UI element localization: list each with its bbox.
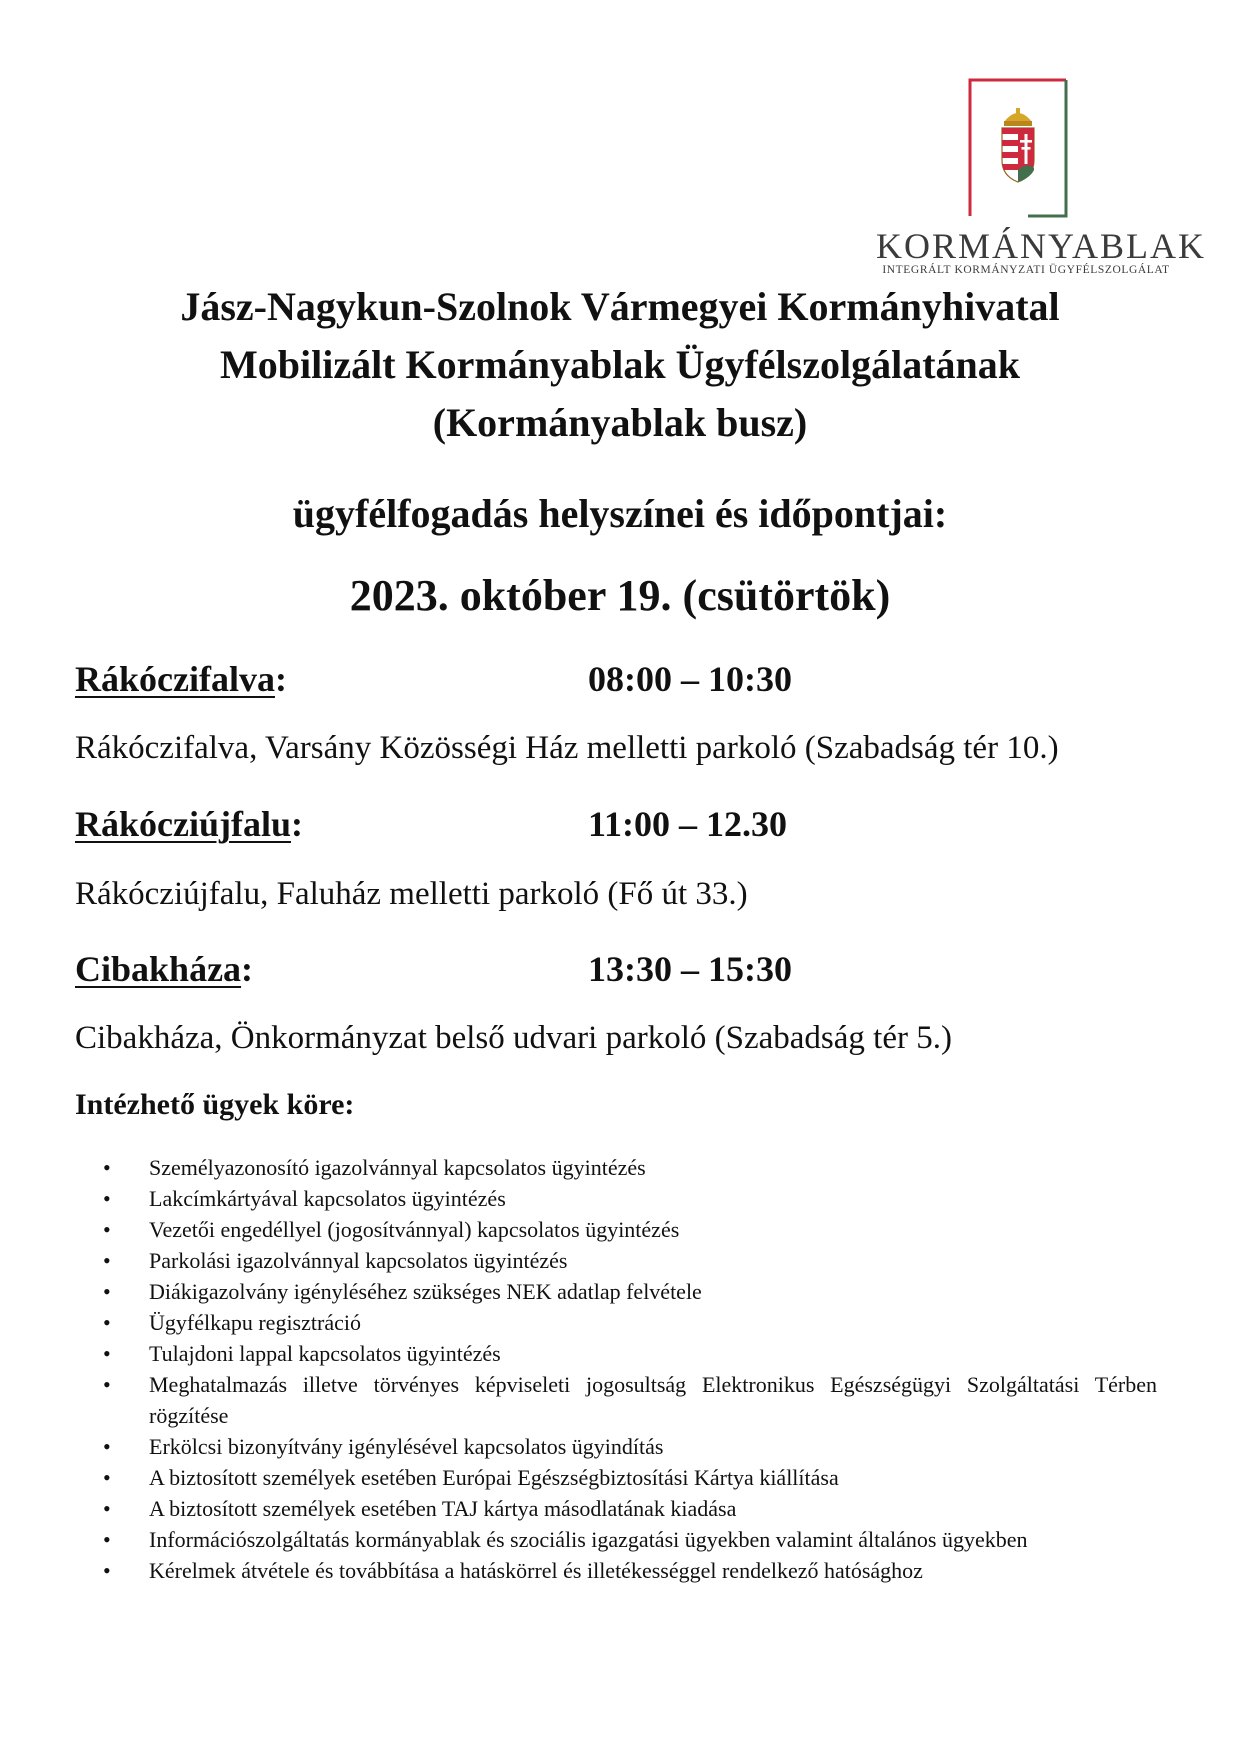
list-item: • Erkölcsi bizonyítvány igénylésével kapcsolatos ügyindítás xyxy=(149,1431,1157,1462)
bullet-icon: • xyxy=(103,1372,111,1397)
event-date: 2023. október 19. (csütörtök) xyxy=(349,571,891,620)
stop-2-time: 11:00 – 12.30 xyxy=(588,804,788,844)
coat-of-arms-icon xyxy=(968,78,1068,218)
list-item: • Kérelmek átvétele és továbbítása a hatáskörrel és illetékességgel rendelkező hatósághoz xyxy=(149,1555,1157,1586)
title-line-1: Jász-Nagykun-Szolnok Vármegyei Kormányhivatal xyxy=(180,284,1060,329)
stop-2-place: Rákócziújfalu: xyxy=(75,804,303,844)
bullet-icon: • xyxy=(103,1186,111,1211)
kormanyablak-logo xyxy=(876,78,1207,278)
stop-2-address: Rákócziújfalu, Faluház melletti parkoló (Fő út 33.) xyxy=(75,876,748,912)
list-item: • Lakcímkártyával kapcsolatos ügyintézés xyxy=(149,1183,1157,1214)
bullet-icon: • xyxy=(103,1341,111,1366)
bullet-icon: • xyxy=(103,1465,111,1490)
bullet-icon: • xyxy=(103,1496,111,1521)
stop-1-place: Rákóczifalva: xyxy=(75,659,287,699)
stop-3-address: Cibakháza, Önkormányzat belső udvari parkoló (Szabadság tér 5.) xyxy=(75,1020,952,1056)
list-item: • Ügyfélkapu regisztráció xyxy=(149,1307,1157,1338)
stop-3-place-name: Cibakháza xyxy=(75,949,242,989)
list-item: • Parkolási igazolvánnyal kapcsolatos ügyintézés xyxy=(149,1245,1157,1276)
document-subtitle: ügyfélfogadás helyszínei és időpontjai: xyxy=(292,491,948,536)
bullet-icon: • xyxy=(103,1248,111,1273)
bullet-icon: • xyxy=(103,1527,111,1552)
stop-3-place: Cibakháza: xyxy=(75,949,254,989)
stop-1-place-name: Rákóczifalva xyxy=(75,659,275,699)
stop-2-place-name: Rákócziújfalu xyxy=(75,804,291,844)
services-list xyxy=(75,1152,1157,1586)
list-item: • Diákigazolvány igényléséhez szükséges NEK adatlap felvétele xyxy=(149,1276,1157,1307)
title-line-3: (Kormányablak busz) xyxy=(432,400,808,445)
list-item: • A biztosított személyek esetében Európai Egészségbiztosítási Kártya kiállítása xyxy=(149,1462,1157,1493)
list-item: • Vezetői engedéllyel (jogosítvánnyal) kapcsolatos ügyintézés xyxy=(149,1214,1157,1245)
stop-3-time: 13:30 – 15:30 xyxy=(588,949,792,989)
list-item: • A biztosított személyek esetében TAJ kártya másodlatának kiadása xyxy=(149,1493,1157,1524)
bullet-icon: • xyxy=(103,1155,111,1180)
bullet-icon: • xyxy=(103,1279,111,1304)
stop-1-address: Rákóczifalva, Varsány Közösségi Ház melletti parkoló (Szabadság tér 10.) xyxy=(75,730,1059,766)
stop-1-time: 08:00 – 10:30 xyxy=(588,659,792,699)
logo-frame xyxy=(968,78,1068,218)
list-item: • Személyazonosító igazolvánnyal kapcsolatos ügyintézés xyxy=(149,1152,1157,1183)
bullet-icon: • xyxy=(103,1434,111,1459)
list-item: • Meghatalmazás illetve törvényes képviseleti jogosultság Elektronikus Egészségügyi Szolgáltatási Térben rögzítése xyxy=(149,1369,1157,1431)
title-line-2: Mobilizált Kormányablak Ügyfélszolgálatának xyxy=(220,342,1020,387)
document-title xyxy=(60,278,1180,452)
list-item: • Információszolgáltatás kormányablak és szociális igazgatási ügyekben valamint általános ügyekben xyxy=(149,1524,1157,1555)
list-item: • Tulajdoni lappal kapcsolatos ügyintézés xyxy=(149,1338,1157,1369)
bullet-icon: • xyxy=(103,1310,111,1335)
logo-wordmark: KORMÁNYABLAK xyxy=(876,226,1207,266)
services-heading: Intézhető ügyek köre: xyxy=(75,1088,355,1121)
bullet-icon: • xyxy=(103,1558,111,1583)
logo-tagline: INTEGRÁLT KORMÁNYZATI ÜGYFÉLSZOLGÁLAT xyxy=(882,264,1170,276)
bullet-icon: • xyxy=(103,1217,111,1242)
